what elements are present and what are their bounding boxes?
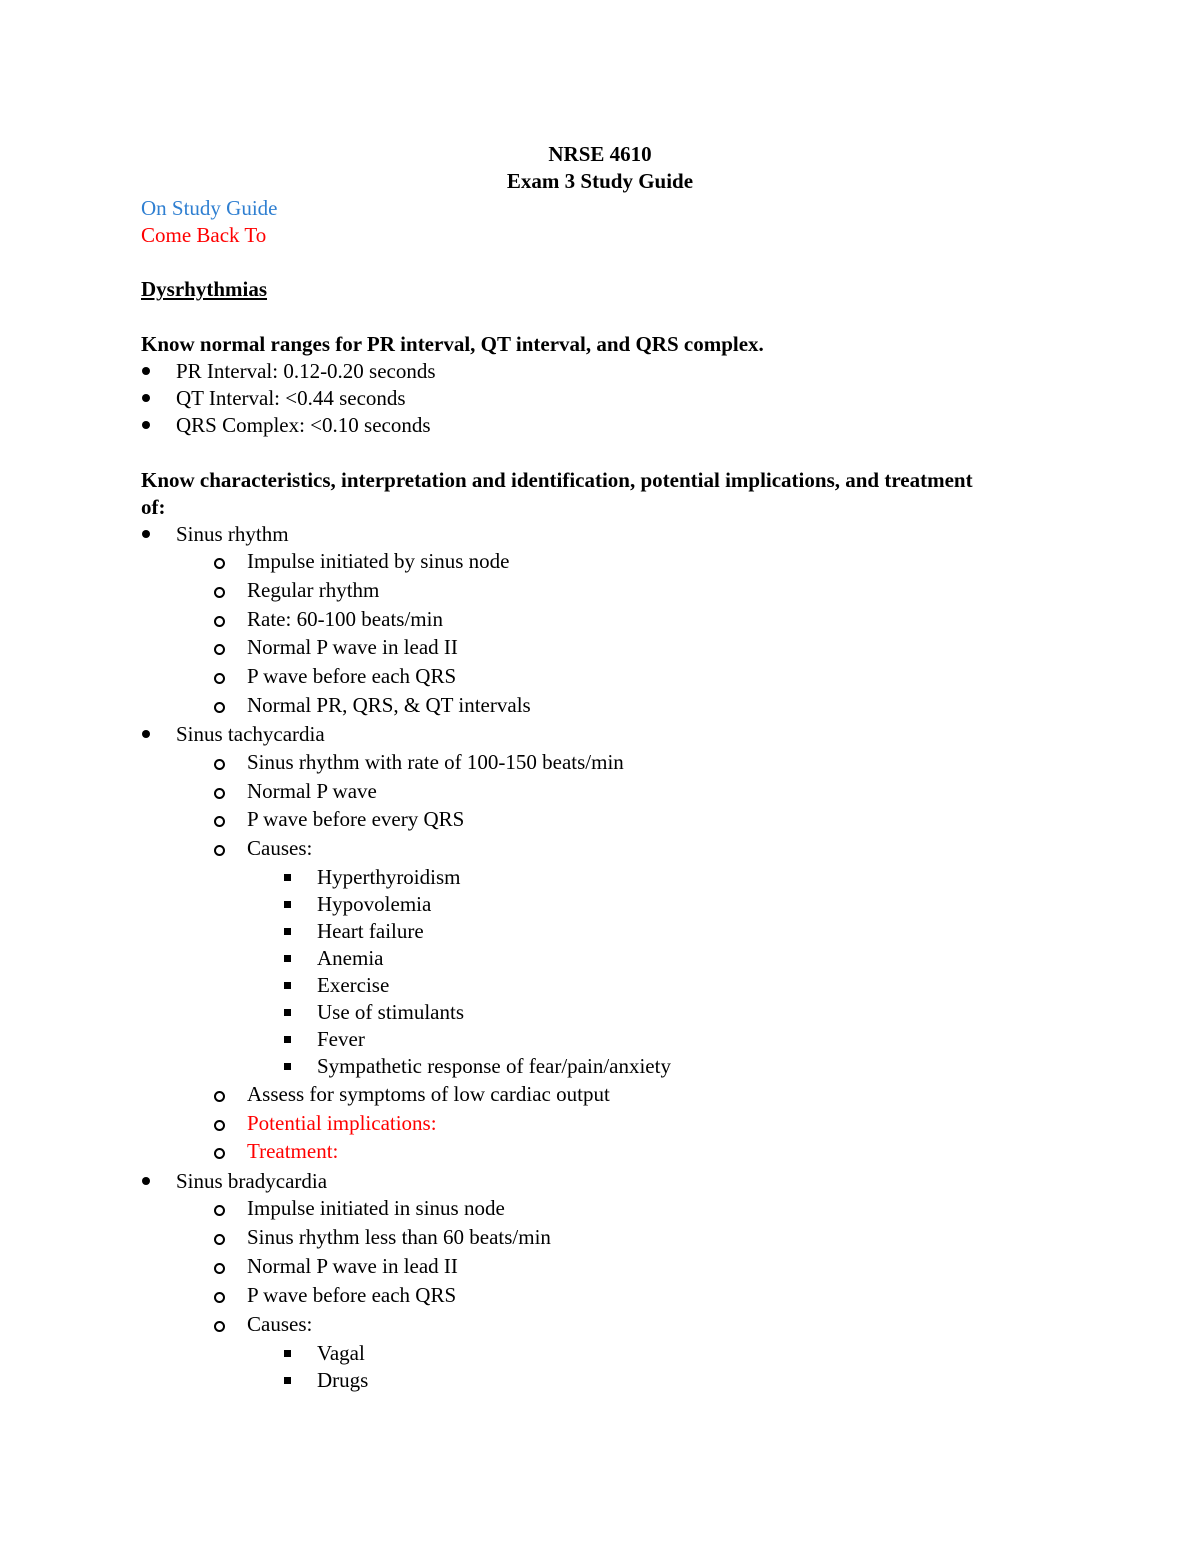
- cause-item: Fever: [317, 1027, 365, 1051]
- cause-item: Exercise: [317, 973, 390, 997]
- circle-bullet-icon: [214, 1321, 225, 1332]
- list-item: Normal PR, QRS, & QT intervals: [247, 693, 531, 717]
- list-item-come-back: Potential implications:: [247, 1111, 437, 1135]
- square-bullet-icon: [284, 982, 291, 989]
- disc-bullet-icon: [142, 394, 150, 402]
- list-item: Normal P wave in lead II: [247, 635, 458, 659]
- circle-bullet-icon: [214, 587, 225, 598]
- cause-item: Hyperthyroidism: [317, 865, 461, 889]
- square-bullet-icon: [284, 1350, 291, 1357]
- list-item: Sinus rhythm with rate of 100-150 beats/min: [247, 750, 624, 774]
- square-bullet-icon: [284, 874, 291, 881]
- circle-bullet-icon: [214, 616, 225, 627]
- square-bullet-icon: [284, 1063, 291, 1070]
- list-item: P wave before each QRS: [247, 1283, 457, 1307]
- circle-bullet-icon: [214, 1091, 225, 1102]
- disc-bullet-icon: [142, 421, 150, 429]
- cause-item: Heart failure: [317, 919, 424, 943]
- interval-item-qt: QT Interval: <0.44 seconds: [176, 386, 406, 410]
- circle-bullet-icon: [214, 644, 225, 655]
- list-item: Regular rhythm: [247, 578, 380, 602]
- rhythm-sinus-tachycardia: Sinus tachycardia: [176, 722, 325, 746]
- circle-bullet-icon: [214, 816, 225, 827]
- list-item: P wave before each QRS: [247, 664, 457, 688]
- rhythm-sinus-bradycardia: Sinus bradycardia: [176, 1169, 328, 1193]
- square-bullet-icon: [284, 928, 291, 935]
- list-item: Normal P wave in lead II: [247, 1254, 458, 1278]
- cause-item: Drugs: [317, 1368, 369, 1392]
- circle-bullet-icon: [214, 702, 225, 713]
- rhythms-heading: Know characteristics, interpretation and identification, potential implications, and treatment of:: [141, 468, 973, 519]
- cause-item: Use of stimulants: [317, 1000, 464, 1024]
- circle-bullet-icon: [214, 558, 225, 569]
- list-item: Causes:: [247, 836, 313, 860]
- legend-on-study-guide: On Study Guide: [141, 196, 278, 220]
- circle-bullet-icon: [214, 1205, 225, 1216]
- square-bullet-icon: [284, 955, 291, 962]
- cause-item: Anemia: [317, 946, 384, 970]
- disc-bullet-icon: [142, 730, 150, 738]
- interval-item-pr: PR Interval: 0.12-0.20 seconds: [176, 359, 436, 383]
- list-item: Assess for symptoms of low cardiac output: [247, 1082, 610, 1106]
- list-item: Causes:: [247, 1312, 313, 1336]
- section-heading-dysrhythmias: Dysrhythmias: [141, 277, 268, 301]
- document-title: Exam 3 Study Guide: [506, 169, 694, 193]
- list-item: Rate: 60-100 beats/min: [247, 607, 443, 631]
- circle-bullet-icon: [214, 1148, 225, 1159]
- list-item: Impulse initiated by sinus node: [247, 549, 510, 573]
- circle-bullet-icon: [214, 1234, 225, 1245]
- list-item: Impulse initiated in sinus node: [247, 1196, 505, 1220]
- circle-bullet-icon: [214, 1263, 225, 1274]
- cause-item: Hypovolemia: [317, 892, 432, 916]
- interval-item-qrs: QRS Complex: <0.10 seconds: [176, 413, 431, 437]
- square-bullet-icon: [284, 901, 291, 908]
- cause-item: Vagal: [317, 1341, 365, 1365]
- circle-bullet-icon: [214, 788, 225, 799]
- circle-bullet-icon: [214, 845, 225, 856]
- list-item: Sinus rhythm less than 60 beats/min: [247, 1225, 551, 1249]
- legend-come-back-to: Come Back To: [141, 223, 267, 247]
- circle-bullet-icon: [214, 759, 225, 770]
- disc-bullet-icon: [142, 367, 150, 375]
- list-item: P wave before every QRS: [247, 807, 465, 831]
- square-bullet-icon: [284, 1377, 291, 1384]
- course-code: NRSE 4610: [548, 142, 652, 166]
- circle-bullet-icon: [214, 673, 225, 684]
- circle-bullet-icon: [214, 1292, 225, 1303]
- disc-bullet-icon: [142, 1177, 150, 1185]
- square-bullet-icon: [284, 1009, 291, 1016]
- rhythm-sinus-rhythm: Sinus rhythm: [176, 522, 289, 546]
- list-item-come-back: Treatment:: [247, 1139, 339, 1163]
- list-item: Normal P wave: [247, 779, 377, 803]
- cause-item: Sympathetic response of fear/pain/anxiety: [317, 1054, 671, 1078]
- square-bullet-icon: [284, 1036, 291, 1043]
- disc-bullet-icon: [142, 530, 150, 538]
- circle-bullet-icon: [214, 1120, 225, 1131]
- intervals-heading: Know normal ranges for PR interval, QT interval, and QRS complex.: [141, 332, 764, 356]
